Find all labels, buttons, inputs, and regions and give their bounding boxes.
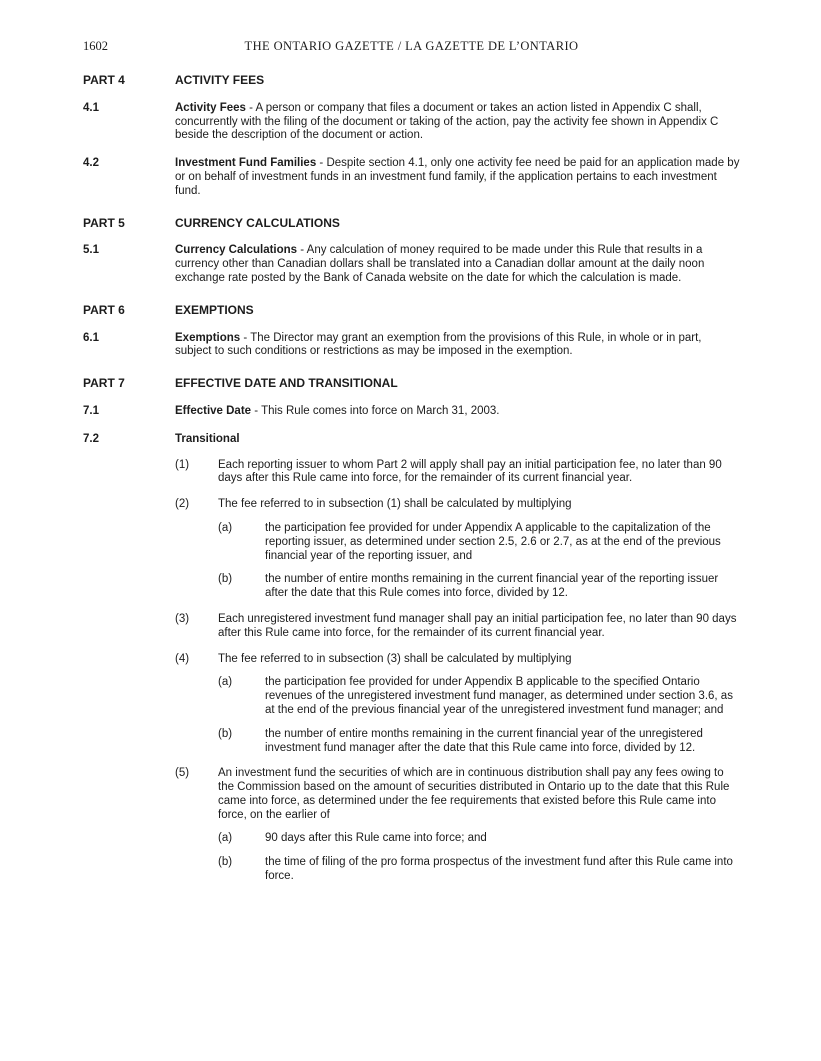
subparagraph-row xyxy=(218,676,740,717)
paragraph-row xyxy=(175,767,740,884)
section-text xyxy=(175,433,740,447)
section-lead: Investment Fund Families xyxy=(175,157,317,170)
subparagraph-text: the participation fee provided for under Appendix A applicable to the capitalization of the reporting issuer, as determined under section 2.5, 2.6 or 2.7, as at the end of the previous financial year of the reporting issuer, and xyxy=(265,521,721,562)
part-label: PART 6 xyxy=(83,302,125,317)
subparagraph-text: the number of entire months remaining in the current financial year of the unregistered investment fund manager after the date that this Rule came into force, divided by 12. xyxy=(265,727,703,754)
paragraph-number: (2) xyxy=(175,498,190,511)
section-lead: Currency Calculations xyxy=(175,244,298,257)
paragraph-body: The fee referred to in subsection (1) shall be calculated by multiplying xyxy=(218,498,572,511)
part-row xyxy=(83,304,740,318)
paragraph-row xyxy=(175,498,740,601)
part-heading: CURRENCY CALCULATIONS xyxy=(175,215,340,230)
part-label: PART 4 xyxy=(83,73,125,87)
part-heading: ACTIVITY FEES xyxy=(175,73,265,87)
page-header xyxy=(83,40,740,56)
paragraph-body: An investment fund the securities of which are in continuous distribution shall pay any fees owing to the Commission based on the amount of securities distributed in Ontario up to the date that this Rule came into force, as determined under the fee requirements that existed before this Rule came into force, on the earlier of xyxy=(218,767,730,821)
subparagraph-row xyxy=(218,832,740,846)
paragraph-number: (4) xyxy=(175,652,190,665)
subparagraph-row xyxy=(218,573,740,601)
part-heading: EFFECTIVE DATE AND TRANSITIONAL xyxy=(175,376,398,391)
section-lead: Transitional xyxy=(175,432,240,445)
section-lead: Exemptions xyxy=(175,331,241,344)
section-lead: Effective Date xyxy=(175,404,252,417)
paragraph-text xyxy=(218,613,740,641)
section-number: 4.2 xyxy=(83,157,99,170)
subparagraph-letter: (b) xyxy=(218,573,233,586)
section-row xyxy=(83,244,740,285)
subparagraph-row xyxy=(218,856,740,884)
subparagraph-row xyxy=(218,728,740,756)
paragraph-number: (3) xyxy=(175,612,190,625)
subparagraph-letter: (b) xyxy=(218,856,233,869)
paragraph-text xyxy=(218,498,740,601)
part-row xyxy=(83,217,740,231)
subparagraph-text: the time of filing of the pro forma prospectus of the investment fund after this Rule came into force. xyxy=(265,856,733,883)
section-row xyxy=(83,157,740,198)
section-text: Currency Calculations - Any calculation of money required to be made under this Rule that results in a currency other than Canadian dollars shall be translated into a Canadian dollar amount at the daily noon exchange rate posted by the Bank of Canada website on the date for which the calculation is made. xyxy=(175,244,705,284)
section-text: Investment Fund Families - Despite section 4.1, only one activity fee need be paid for an application made by or on behalf of investment funds in an investment fund family, if the application pertains to each investment fund. xyxy=(175,157,740,197)
paragraph-row xyxy=(175,613,740,641)
section-text: Exemptions - The Director may grant an exemption from the provisions of this Rule, in whole or in part, subject to such conditions or restrictions as may be imposed in the exemption. xyxy=(175,331,702,358)
part-row xyxy=(83,74,740,88)
section-number: 4.1 xyxy=(83,101,99,114)
paragraph-body: Each reporting issuer to whom Part 2 will apply shall pay an initial participation fee, no later than 90 days after this Rule came into force, for the remainder of its current financial year. xyxy=(218,458,722,485)
subparagraph-text: 90 days after this Rule came into force; and xyxy=(265,832,487,845)
paragraph-body: Each unregistered investment fund manager shall pay an initial participation fee, no later than 90 days after this Rule came into force, for the remainder of its current financial year. xyxy=(218,612,737,639)
section-number: 7.2 xyxy=(83,432,99,445)
subparagraph-letter: (a) xyxy=(218,521,233,534)
section-lead: Activity Fees xyxy=(175,101,246,114)
part-label: PART 7 xyxy=(83,376,125,391)
paragraph-text xyxy=(218,767,740,884)
section-text: Effective Date - This Rule comes into force on March 31, 2003. xyxy=(175,404,500,417)
subparagraph-letter: (a) xyxy=(218,676,233,689)
part-heading: EXEMPTIONS xyxy=(175,302,254,317)
section-row xyxy=(83,332,740,360)
paragraph-text xyxy=(218,459,740,487)
section-row xyxy=(83,433,740,447)
section-number: 5.1 xyxy=(83,244,99,257)
section-text: Activity Fees - A person or company that files a document or takes an action listed in Appendix C shall, concurrently with the filing of the document or taking of the action, pay the activity fee shown in Appendix C beside the description of the document or action. xyxy=(175,101,719,142)
subparagraph-letter: (b) xyxy=(218,727,233,740)
subparagraph-text: the participation fee provided for under Appendix B applicable to the specified Ontario revenues of the unregistered investment fund manager, as determined under section 3.6, as at the end of the previous financial year of the unregistered investment fund manager; and xyxy=(265,676,733,716)
paragraph-row xyxy=(175,653,740,756)
paragraph-number: (1) xyxy=(175,458,190,471)
paragraph-text xyxy=(218,653,740,756)
section-row xyxy=(83,405,740,419)
subparagraph-letter: (a) xyxy=(218,832,233,845)
section-number: 7.1 xyxy=(83,404,99,417)
gazette-title: THE ONTARIO GAZETTE / LA GAZETTE DE L’ONTARIO xyxy=(244,39,579,53)
part-label: PART 5 xyxy=(83,215,125,230)
section-number: 6.1 xyxy=(83,331,99,344)
paragraph-body: The fee referred to in subsection (3) shall be calculated by multiplying xyxy=(218,652,572,665)
subparagraph-row xyxy=(218,522,740,563)
paragraph-number: (5) xyxy=(175,767,190,780)
part-row xyxy=(83,377,740,391)
page-number: 1602 xyxy=(83,39,108,53)
subparagraph-text: the number of entire months remaining in the current financial year of the reporting issuer after the date that this Rule comes into force, divided by 12. xyxy=(265,573,719,600)
document-body xyxy=(83,74,740,884)
section-row xyxy=(83,102,740,143)
paragraph-row xyxy=(175,459,740,487)
